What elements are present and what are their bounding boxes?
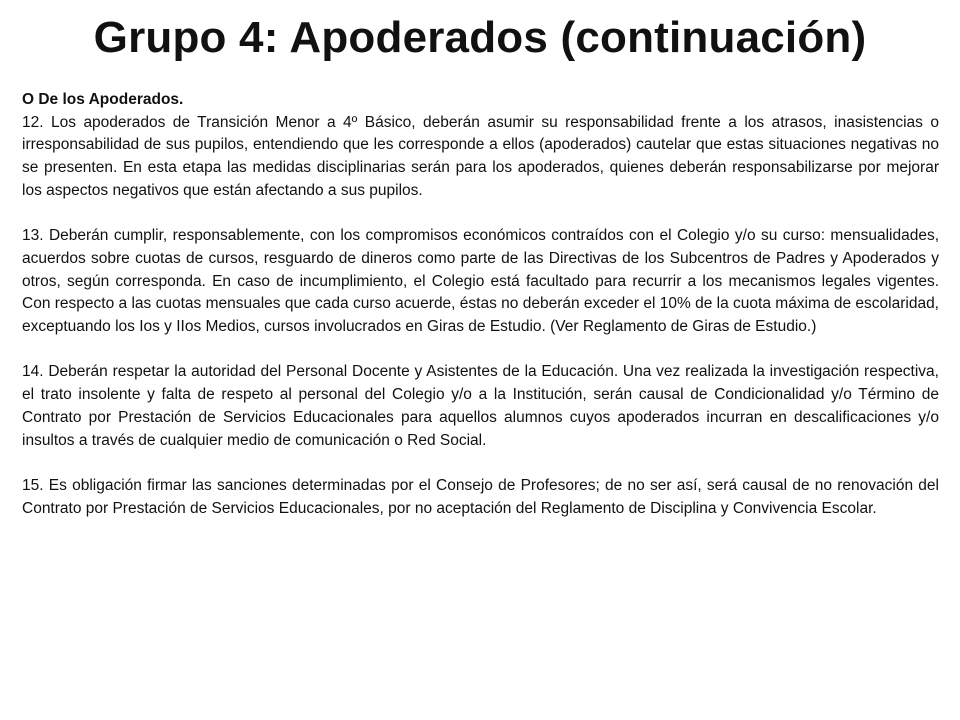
slide-title: Grupo 4: Apoderados (continuación) <box>93 13 867 62</box>
paragraph-12: 12. Los apoderados de Transición Menor a 4º Básico, deberán asumir su responsabilidad frente a los atrasos, inasistencias o irresponsabilidad de sus pupilos, entendiendo que les corresponde a ellos (apoderados) cautelar que estas situaciones negativas no se presenten. En esta etapa las medidas disciplinarias serán para los apoderados, quienes deberán responsabilizarse por mejorar los aspectos negativos que están afectando a sus pupilos. <box>22 113 939 199</box>
paragraph-13: 13. Deberán cumplir, responsablemente, con los compromisos económicos contraídos con el Colegio y/o su curso: mensualidades, acuerdos sobre cuotas de cursos, resguardo de dineros como parte de las Directivas de los Subcentros de Padres y Apoderados y otros, según corresponda. En caso de incumplimiento, el Colegio está facultado para recurrir a los mecanismos legales vigentes. Con respecto a las cuotas mensuales que cada curso acuerde, éstas no deberán exceder el 10% de la cuota máxima de escolaridad, exceptuando los Ios y IIos Medios, cursos involucrados en Giras de Estudio. (Ver Reglamento de Giras de Estudio.) <box>22 227 939 336</box>
paragraph-14: 14. Deberán respetar la autoridad del Personal Docente y Asistentes de la Educación. Una vez realizada la investigación respectiva, el trato insolente y falta de respeto al personal del Colegio y/o a la Institución, serán causal de Condicionalidad y/o Término de Contrato por Prestación de Servicios Educacionales para aquellos alumnos cuyos apoderados incurran en descalificaciones y/o insultos a través de cualquier medio de comunicación o Red Social. <box>22 363 939 449</box>
slide-body <box>22 89 939 543</box>
paragraph-15: 15. Es obligación firmar las sanciones determinadas por el Consejo de Profesores; de no ser así, será causal de no renovación del Contrato por Prestación de Servicios Educacionales, por no aceptación del Reglamento de Disciplina y Convivencia Escolar. <box>22 476 939 517</box>
section-heading: O De los Apoderados. <box>22 91 184 108</box>
